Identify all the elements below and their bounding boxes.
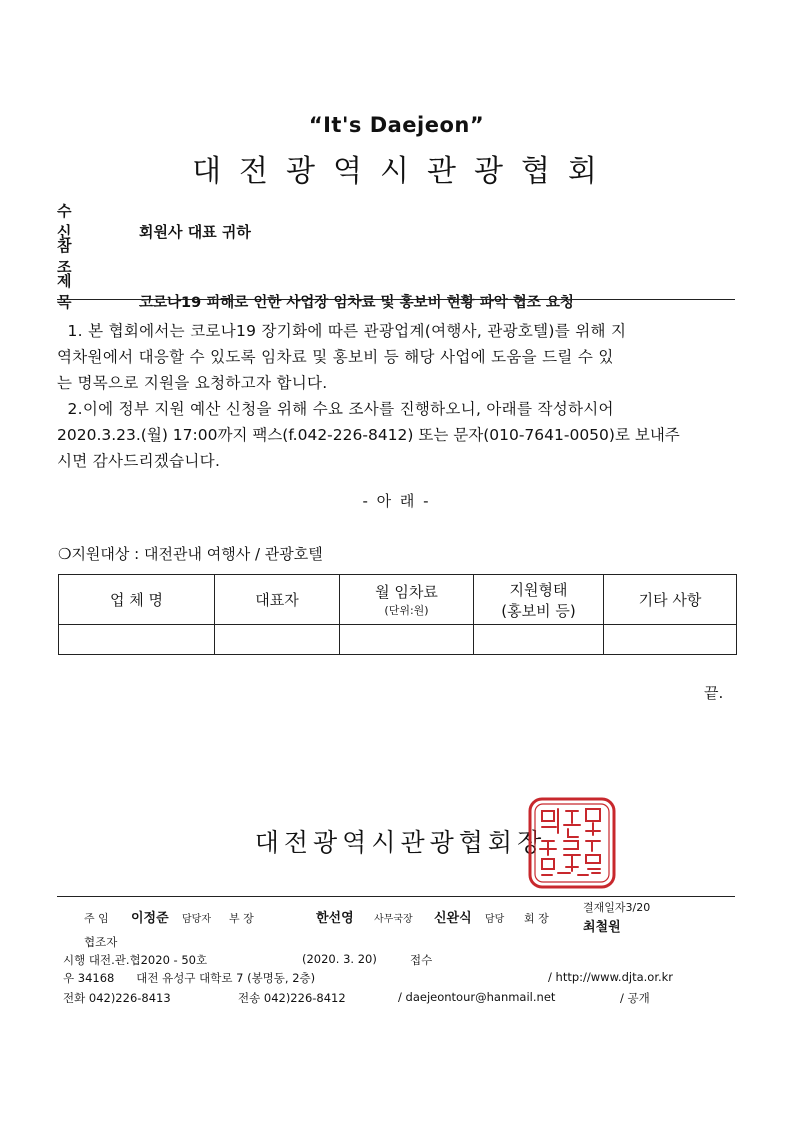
- official-seal-icon: [528, 797, 616, 889]
- signature-title: 대전광역시관광협회장: [254, 828, 547, 857]
- website-link[interactable]: / http://www.djta.or.kr: [548, 970, 674, 984]
- paragraph-2-line-2: 2020.3.23.(월) 17:00까지 팩스(f.042-226-8412) 또는 문자(010-7641-0050)로 보내주: [57, 426, 680, 444]
- document-body: [57, 318, 737, 474]
- cell-representative[interactable]: [215, 625, 340, 655]
- role-chairman: 회 장: [524, 912, 549, 925]
- paragraph-2-line-3: 시면 감사드리겠습니다.: [57, 452, 221, 470]
- table-header-row: [59, 575, 737, 625]
- paragraph-1-line-2: 역차원에서 대응할 수 있도록 임차료 및 홍보비 등 해당 사업에 도움을 드릴 수 있: [57, 348, 614, 366]
- logo-text: “It's Daejeon”: [308, 113, 485, 137]
- signer-3: 신완식: [434, 911, 472, 926]
- role-person-in-charge: 담당자: [182, 914, 211, 925]
- cell-monthly-rent[interactable]: [340, 625, 474, 655]
- itsdaejeon-logo: [0, 113, 793, 137]
- survey-table: [58, 574, 737, 655]
- doc-date: (2020. 3. 20): [302, 952, 377, 966]
- header-representative: 대표자: [215, 575, 340, 625]
- receipt-label: 접수: [410, 953, 433, 967]
- subject-row: [57, 270, 574, 312]
- signer-2: 한선영: [316, 911, 354, 926]
- doc-number: 시행 대전.관.협2020 - 50호: [63, 953, 208, 967]
- header-company: 업 체 명: [59, 575, 215, 625]
- address: 우 34168 대전 유성구 대학로 7 (봉명동, 2층): [63, 971, 316, 985]
- signer-4: 최철원: [583, 920, 621, 935]
- cell-company[interactable]: [59, 625, 215, 655]
- paragraph-2-line-1: 2.이에 정부 지원 예산 신청을 위해 수요 조사를 진행하오니, 아래를 작성하시어: [57, 400, 614, 418]
- role-in-charge: 담당: [485, 914, 505, 925]
- below-note: - 아 래 -: [362, 492, 431, 510]
- role-general-manager: 부 장: [229, 912, 254, 925]
- cooperator-label: 협조자: [84, 935, 118, 949]
- cell-support-type[interactable]: [474, 625, 604, 655]
- role-secretary-general: 사무국장: [374, 914, 413, 925]
- subject-key: 제목: [57, 272, 72, 311]
- header-monthly-rent: 월 임차료 (단위:원): [340, 575, 474, 625]
- cell-other[interactable]: [604, 625, 737, 655]
- role-assistant-manager: 주 임: [84, 912, 109, 925]
- signer-1: 이정준: [131, 911, 169, 926]
- header-divider: [57, 299, 735, 300]
- paragraph-1-line-1: 1. 본 협회에서는 코로나19 장기화에 따른 관광업계(여행사, 관광호텔)를 위해 지: [57, 322, 627, 340]
- fax-number: 전송 042)226-8412: [238, 991, 346, 1005]
- subject-value: 코로나19 피해로 인한 사업장 임차료 및 홍보비 현황 파악 협조 요청: [139, 295, 574, 311]
- reference-key: 참조: [57, 237, 72, 276]
- table-row: [59, 625, 737, 655]
- support-target: ❍지원대상 : 대전관내 여행사 / 관광호텔: [58, 545, 323, 563]
- recipient-value: 회원사 대표 귀하: [139, 223, 251, 241]
- organization-title: 대전광역시관광협회: [192, 154, 615, 189]
- disclosure-status: / 공개: [620, 991, 650, 1005]
- phone-number: 전화 042)226-8413: [63, 991, 171, 1005]
- approval-date: 결재일자3/20: [583, 901, 651, 914]
- paragraph-1-line-3: 는 명목으로 지원을 요청하고자 합니다.: [57, 374, 328, 392]
- header-support-type: 지원형태 (홍보비 등): [474, 575, 604, 625]
- header-other: 기타 사항: [604, 575, 737, 625]
- end-mark: 끝.: [704, 684, 724, 702]
- email-link[interactable]: / daejeontour@hanmail.net: [398, 990, 556, 1004]
- recipient-key: 수신: [57, 202, 72, 241]
- footer-divider: [57, 896, 735, 897]
